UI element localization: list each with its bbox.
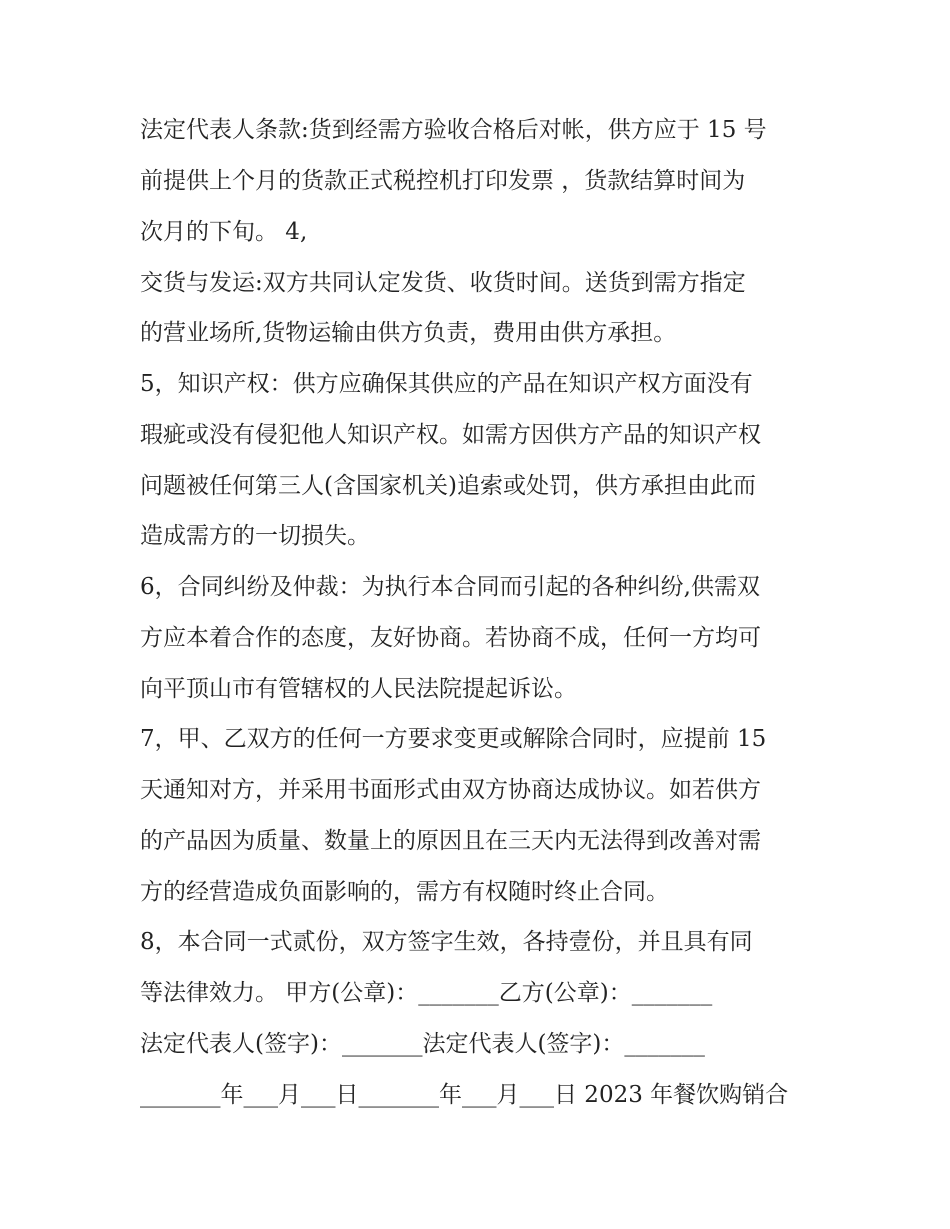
text-line: 的产品因为质量、数量上的原因且在三天内无法得到改善对需 — [140, 828, 761, 854]
text-line: _______年___月___日_______年___月___日 2023 年餐饮购销合 — [140, 1082, 789, 1108]
text-line: 造成需方的一切损失。 — [140, 523, 370, 549]
text-line: 法定代表人条款:货到经需方验收合格后对帐，供方应于 15 号 — [140, 117, 767, 143]
text-line: 的营业场所,货物运输由供方负责，费用由供方承担。 — [140, 320, 677, 346]
text-line: 次月的下旬。 4, — [140, 219, 308, 245]
text-line: 问题被任何第三人(含国家机关)追索或处罚，供方承担由此而 — [140, 473, 756, 499]
text-line: 6，合同纠纷及仲裁：为执行本合同而引起的各种纠纷,供需双 — [140, 574, 760, 600]
text-line: 等法律效力。 甲方(公章)：_______乙方(公章)：_______ — [140, 980, 713, 1006]
text-line: 方的经营造成负面影响的，需方有权随时终止合同。 — [140, 879, 669, 905]
text-line: 交货与发运:双方共同认定发货、收货时间。送货到需方指定 — [140, 270, 746, 296]
text-line: 5，知识产权：供方应确保其供应的产品在知识产权方面没有 — [140, 371, 753, 397]
text-line: 8，本合同一式贰份，双方签字生效，各持壹份，并且具有同 — [140, 929, 753, 955]
text-line: 方应本着合作的态度，友好协商。若协商不成，任何一方均可 — [140, 625, 761, 651]
text-line: 前提供上个月的货款正式税控机打印发票 ，货款结算时间为 — [140, 168, 746, 194]
text-line: 7，甲、乙双方的任何一方要求变更或解除合同时，应提前 15 — [140, 726, 767, 752]
text-line: 天通知对方，并采用书面形式由双方协商达成协议。如若供方 — [140, 777, 761, 803]
text-line: 瑕疵或没有侵犯他人知识产权。如需方因供方产品的知识产权 — [140, 422, 761, 448]
text-line: 向平顶山市有管辖权的人民法院提起诉讼。 — [140, 676, 577, 702]
text-line: 法定代表人(签字)：_______法定代表人(签字)：_______ — [140, 1031, 705, 1057]
